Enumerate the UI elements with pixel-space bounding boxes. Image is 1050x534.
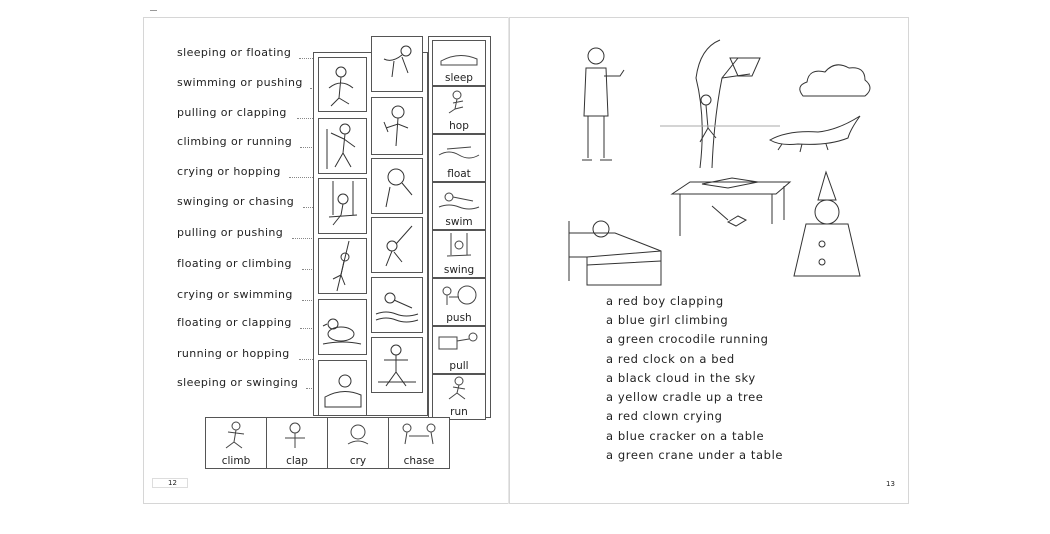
word-cell-clap <box>266 417 328 469</box>
word-label: swim <box>445 216 473 228</box>
phrase-item: a blue girl climbing <box>606 313 729 327</box>
boy-illustration <box>576 46 631 166</box>
word-cell-push <box>432 278 486 326</box>
choice-line: crying or swimming <box>177 288 293 301</box>
bed-clock-illustration <box>565 211 665 287</box>
phrase-item: a black cloud in the sky <box>606 371 756 385</box>
word-label: push <box>446 312 472 324</box>
choice-line: floating or clapping <box>177 316 292 329</box>
word-label: float <box>447 168 471 180</box>
word-cell-run <box>432 374 486 420</box>
word-cell-sleep <box>432 40 486 86</box>
word-label: sleep <box>445 72 473 84</box>
choice-line: running or hopping <box>177 347 290 360</box>
picture-sleeper <box>318 360 367 416</box>
choice-line: sleeping or floating <box>177 46 292 59</box>
picture-crying <box>371 158 423 214</box>
clown-illustration <box>792 172 864 276</box>
crocodile-illustration <box>768 114 864 154</box>
cloud-illustration <box>795 58 875 102</box>
choice-line: swinging or chasing <box>177 195 295 208</box>
picture-duck <box>318 299 367 355</box>
word-label: hop <box>449 120 469 132</box>
page-number: 13 <box>886 480 895 488</box>
word-cell-hop <box>432 86 486 134</box>
left-page <box>143 17 510 504</box>
picture-reaching <box>371 217 423 273</box>
picture-swimming <box>371 277 423 333</box>
choice-line: swimming or pushing <box>177 76 303 89</box>
phrase-item: a blue cracker on a table <box>606 429 765 443</box>
choice-line: crying or hopping <box>177 165 281 178</box>
word-cell-pull <box>432 326 486 374</box>
word-label: cry <box>349 455 367 467</box>
choice-line: floating or climbing <box>177 257 292 270</box>
tree-cradle-illustration <box>660 38 780 168</box>
choice-line: sleeping or swinging <box>177 376 299 389</box>
word-cell-cry <box>327 417 389 469</box>
word-cell-swim <box>432 182 486 230</box>
word-label: pull <box>449 360 469 372</box>
phrase-item: a red clock on a bed <box>606 352 735 366</box>
mark-top-left <box>150 10 157 11</box>
right-page <box>509 17 909 504</box>
picture-chasing <box>371 337 423 393</box>
phrase-item: a yellow cradle up a tree <box>606 390 764 404</box>
page-number: 12 <box>152 478 188 488</box>
word-cell-float <box>432 134 486 182</box>
picture-climber <box>318 118 367 174</box>
picture-crawling <box>371 36 423 92</box>
choice-line: climbing or running <box>177 135 293 148</box>
table-cracker-illustration <box>672 176 794 246</box>
word-label: run <box>450 406 468 418</box>
choice-line: pulling or clapping <box>177 106 287 119</box>
picture-swing <box>318 178 367 234</box>
word-cell-chase <box>388 417 450 469</box>
picture-rope-climb <box>318 238 367 294</box>
word-label: clap <box>286 455 308 467</box>
word-label: chase <box>403 455 435 467</box>
phrase-item: a red clown crying <box>606 409 723 423</box>
phrase-item: a green crocodile running <box>606 332 769 346</box>
word-cell-climb <box>205 417 267 469</box>
word-label: climb <box>221 455 251 467</box>
picture-swimmer <box>318 57 367 112</box>
picture-clapping <box>371 97 423 155</box>
choice-line: pulling or pushing <box>177 226 284 239</box>
word-cell-swing <box>432 230 486 278</box>
phrase-item: a red boy clapping <box>606 294 724 308</box>
phrase-item: a green crane under a table <box>606 448 784 462</box>
word-label: swing <box>443 264 475 276</box>
